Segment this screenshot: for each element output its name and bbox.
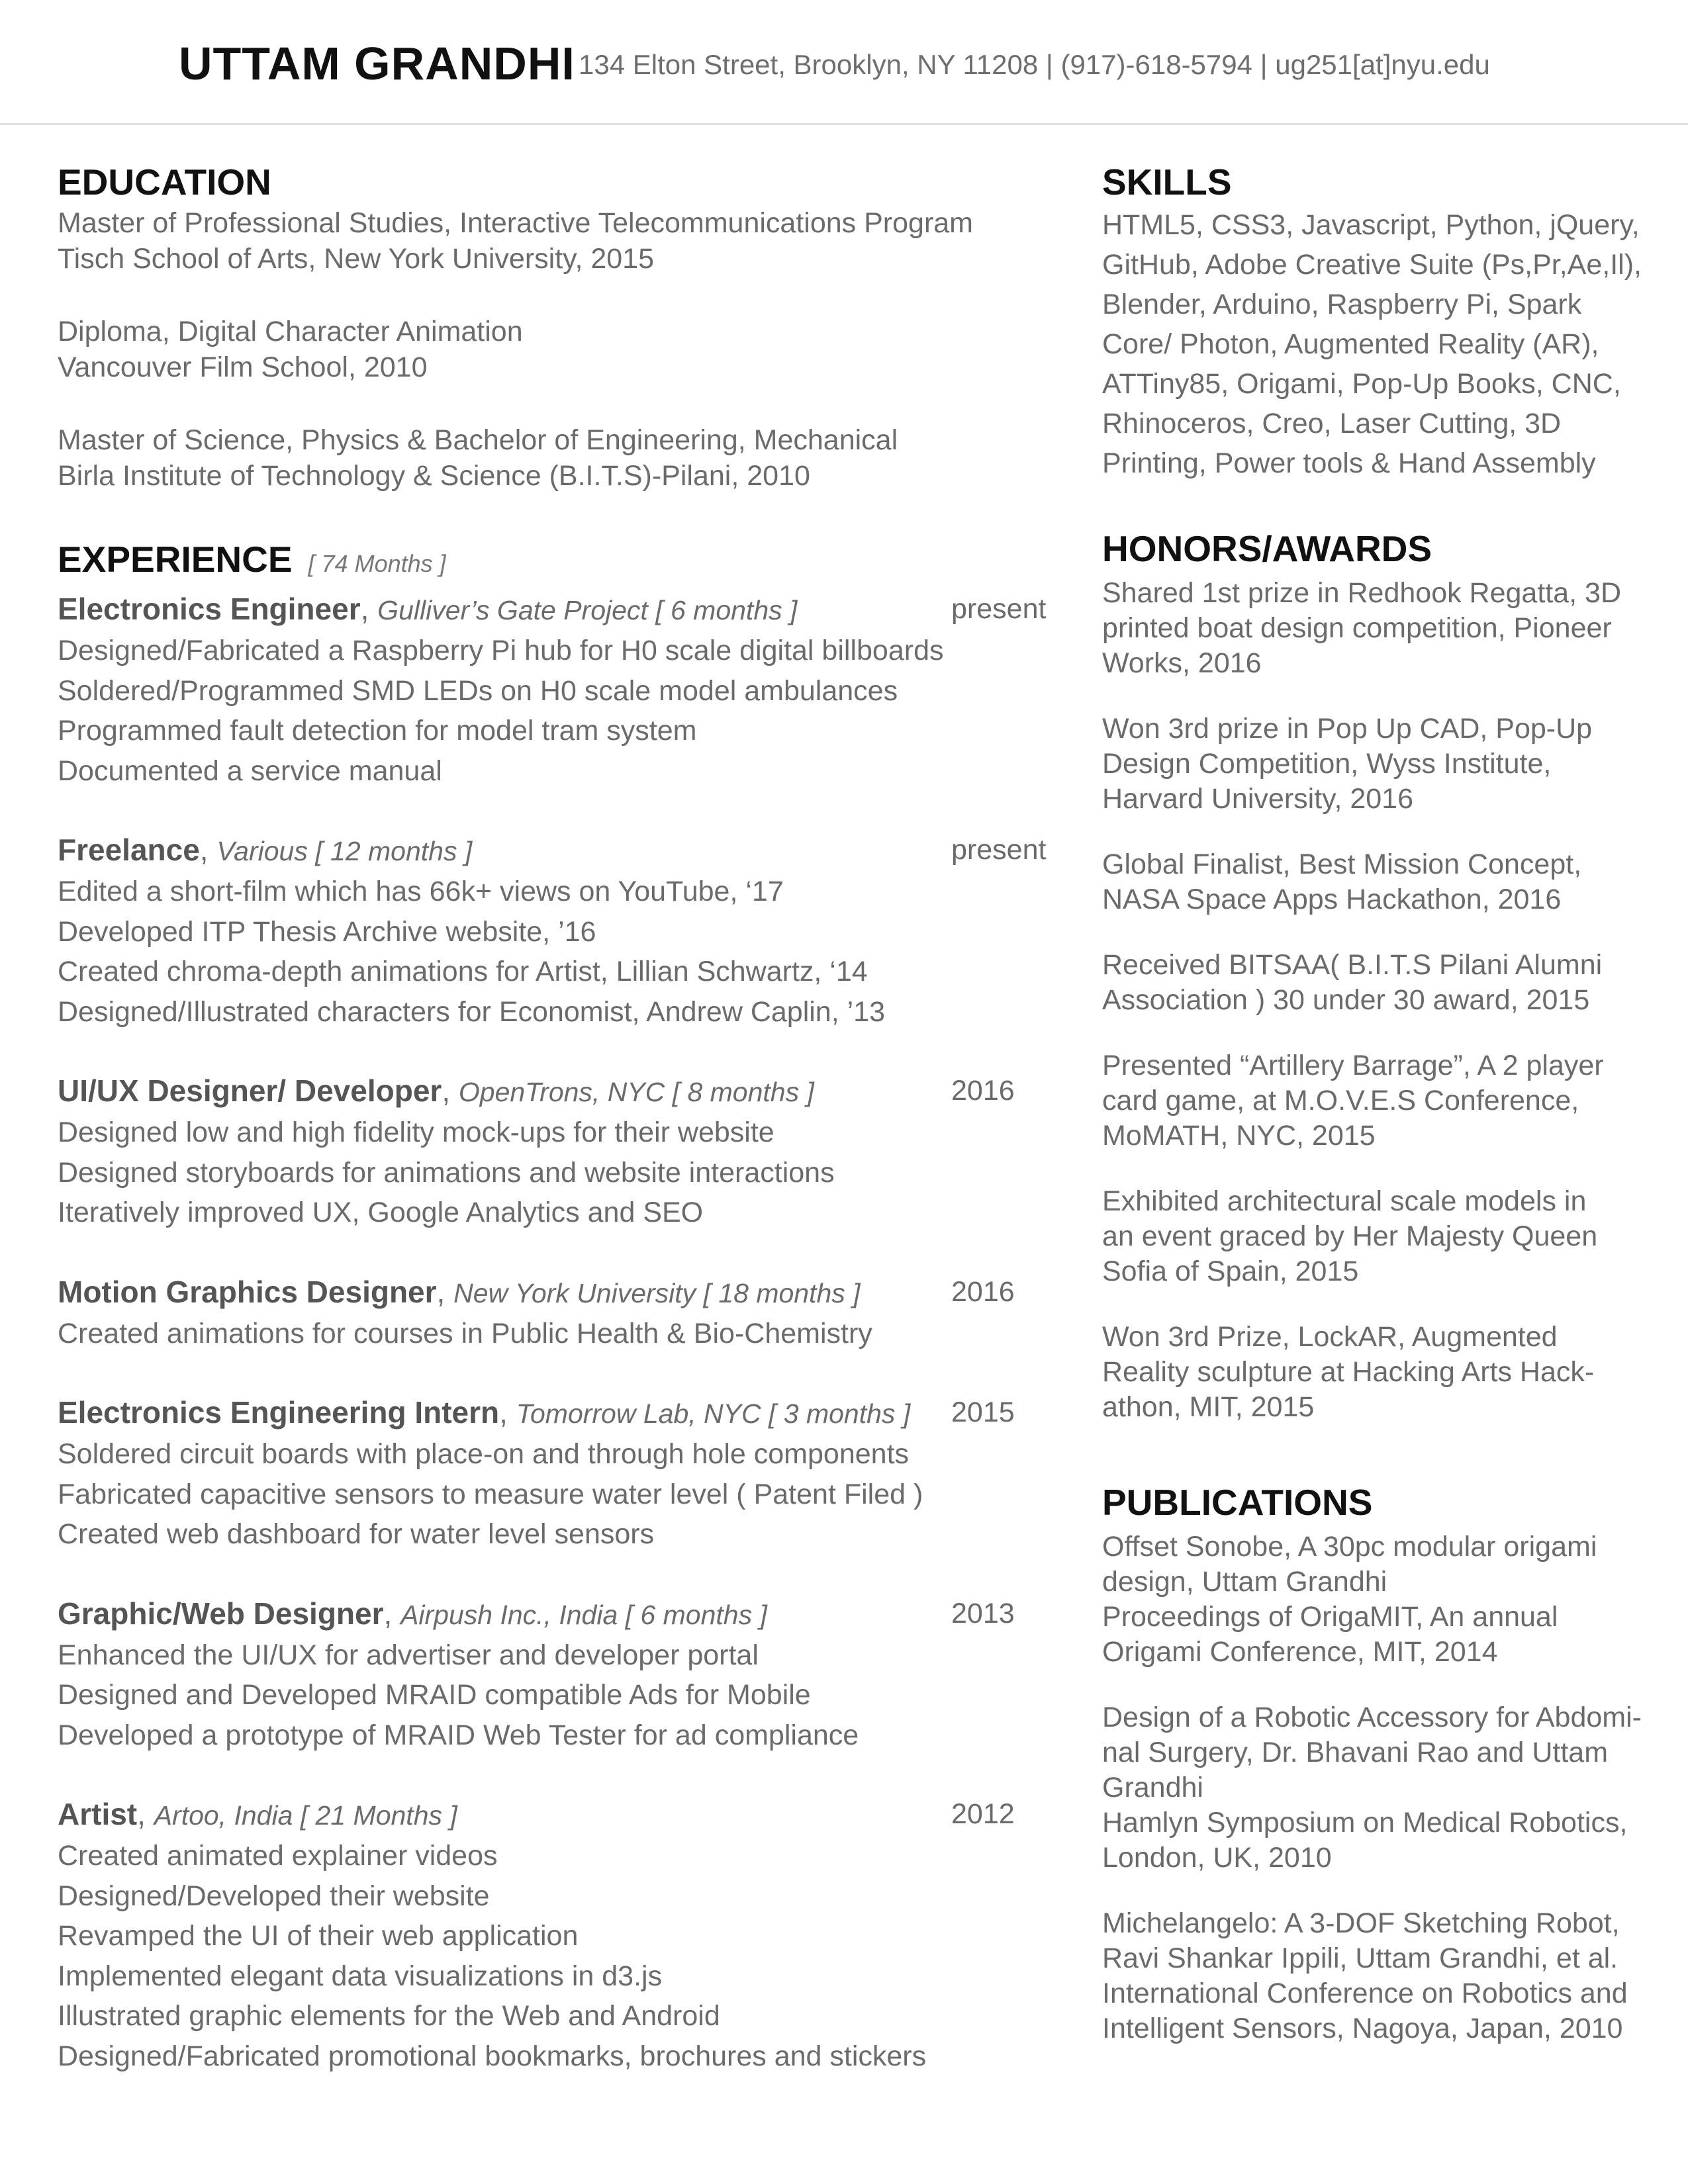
publications-list [1102, 1529, 1645, 2046]
experience-entry [58, 588, 1051, 791]
job-detail: Edited a short-film which has 66k+ views on YouTube, ‘17 [58, 876, 784, 907]
job-detail: Developed ITP Thesis Archive website, ’16 [58, 915, 596, 948]
job-date: 2012 [951, 1798, 1015, 1830]
job-separator: , [499, 1395, 516, 1430]
job-heading [58, 588, 1051, 631]
education-school: Tisch School of Arts, New York University, 2015 [58, 243, 655, 275]
skills-line: ATTiny85, Origami, Pop-Up Books, CNC, [1102, 368, 1621, 400]
skills-line: Printing, Power tools & Hand Assembly [1102, 447, 1596, 479]
job-detail: Created chroma-depth animations for Artist, Lillian Schwartz, ‘14 [58, 956, 868, 987]
job-detail: Designed and Developed MRAID compatible Ads for Mobile [58, 1679, 811, 1711]
award-item: Received BITSAA( B.I.T.S Pilani Alumni Association ) 30 under 30 award, 2015 [1102, 949, 1603, 1016]
education-degree: Master of Professional Studies, Interactive Telecommunications Program [58, 207, 973, 239]
job-title: Electronics Engineering Intern [58, 1395, 500, 1430]
job-organization: Artoo, India [ 21 Months ] [154, 1800, 457, 1831]
award-item: Presented “Artillery Barrage”, A 2 player card game, at M.O.V.E.S Conference, MoMATH, NYC, 2015 [1102, 1050, 1604, 1152]
job-detail: Revamped the UI of their web application [58, 1920, 579, 1952]
skills-line: HTML5, CSS3, Javascript, Python, jQuery, [1102, 209, 1640, 241]
job-title: Electronics Engineer [58, 592, 361, 626]
job-detail: Soldered/Programmed SMD LEDs on H0 scale model ambulances [58, 674, 898, 707]
job-date: 2016 [951, 1075, 1015, 1107]
job-detail: Developed a prototype of MRAID Web Tester for ad compliance [58, 1719, 859, 1751]
experience-entry [58, 1070, 1051, 1233]
education-entry [58, 314, 1051, 385]
candidate-name: UTTAM GRANDHI [179, 38, 575, 89]
education-degree: Diploma, Digital Character Animation [58, 316, 523, 347]
resume-header [0, 0, 1688, 125]
education-entry [58, 422, 1051, 494]
honors-list [1102, 576, 1645, 1425]
experience-entry [58, 1271, 1051, 1354]
job-detail: Created animated explainer videos [58, 1840, 498, 1872]
job-organization: Airpush Inc., India [ 6 months ] [400, 1599, 767, 1630]
job-separator: , [383, 1596, 401, 1631]
publication-item: Design of a Robotic Accessory for Abdomi- nal Surgery, Dr. Bhavani Rao and Uttam Grandhi Hamlyn Symposium on Medical Robotics, London, UK, 2010 [1102, 1702, 1642, 1874]
job-detail: Soldered circuit boards with place-on and through hole components [58, 1438, 910, 1470]
job-heading [58, 1392, 1051, 1434]
job-detail: Designed low and high fidelity mock-ups for their website [58, 1116, 774, 1148]
job-title: UI/UX Designer/ Developer [58, 1073, 442, 1108]
job-detail: Designed storyboards for animations and website interactions [58, 1156, 835, 1189]
experience-list [58, 588, 1051, 2076]
education-heading: EDUCATION [58, 161, 271, 203]
award-item: Shared 1st prize in Redhook Regatta, 3D printed boat design competition, Pioneer Works, 2016 [1102, 577, 1622, 679]
job-separator: , [360, 592, 378, 626]
job-heading [58, 1271, 1051, 1314]
job-detail: Documented a service manual [58, 754, 442, 787]
job-detail: Designed/Fabricated a Raspberry Pi hub for H0 scale digital billboards [58, 635, 944, 666]
job-detail: Implemented elegant data visualizations in d3.js [58, 1960, 663, 1992]
job-organization: Gulliver’s Gate Project [ 6 months ] [377, 595, 798, 625]
experience-entry [58, 1593, 1051, 1756]
skills-list [1102, 205, 1645, 483]
education-entry [58, 205, 1051, 277]
job-detail: Designed/Illustrated characters for Economist, Andrew Caplin, ’13 [58, 995, 886, 1028]
experience-heading [58, 536, 1051, 587]
award-item: Global Finalist, Best Mission Concept, NASA Space Apps Hackathon, 2016 [1102, 848, 1582, 915]
job-title: Graphic/Web Designer [58, 1596, 384, 1631]
job-heading [58, 1070, 1051, 1113]
skills-line: Core/ Photon, Augmented Reality (AR), [1102, 328, 1599, 360]
award-item: Exhibited architectural scale models in an event graced by Her Majesty Queen Sofia of Spain, 2015 [1102, 1185, 1598, 1287]
job-detail: Fabricated capacitive sensors to measure water level ( Patent Filed ) [58, 1478, 923, 1510]
job-organization: New York University [ 18 months ] [453, 1277, 861, 1308]
job-separator: , [137, 1797, 154, 1831]
skills-line: GitHub, Adobe Creative Suite (Ps,Pr,Ae,Il), [1102, 249, 1642, 281]
honors-heading: HONORS/AWARDS [1102, 528, 1432, 569]
education-degree: Master of Science, Physics & Bachelor of Engineering, Mechanical [58, 424, 898, 456]
skills-heading: SKILLS [1102, 161, 1232, 203]
job-title: Motion Graphics Designer [58, 1274, 437, 1309]
right-column [1102, 159, 1645, 2077]
education-school: Birla Institute of Technology & Science (B.I.T.S)-Pilani, 2010 [58, 460, 810, 492]
skills-line: Blender, Arduino, Raspberry Pi, Spark [1102, 289, 1582, 320]
job-date: present [951, 593, 1047, 625]
job-title: Artist [58, 1797, 138, 1831]
job-date: present [951, 834, 1047, 866]
skills-line: Rhinoceros, Creo, Laser Cutting, 3D [1102, 408, 1562, 439]
job-date: 2013 [951, 1597, 1015, 1629]
left-column [58, 159, 1051, 2076]
award-item: Won 3rd prize in Pop Up CAD, Pop-Up Design Competition, Wyss Institute, Harvard University, 2016 [1102, 713, 1593, 815]
experience-title: EXPERIENCE [58, 539, 293, 580]
experience-entry [58, 1794, 1051, 2076]
contact-info: 134 Elton Street, Brooklyn, NY 11208 | (917)-618-5794 | ug251[at]nyu.edu [579, 49, 1490, 80]
job-heading [58, 1593, 1051, 1635]
job-date: 2015 [951, 1396, 1015, 1428]
job-organization: Tomorrow Lab, NYC [ 3 months ] [516, 1398, 911, 1429]
publication-item: Offset Sonobe, A 30pc modular origami design, Uttam Grandhi Proceedings of OrigaMIT, An annual Origami Conference, MIT, 2014 [1102, 1531, 1597, 1668]
job-heading [58, 829, 1051, 872]
experience-entry [58, 829, 1051, 1032]
publication-item: Michelangelo: A 3-DOF Sketching Robot, Ravi Shankar Ippili, Uttam Grandhi, et al. International Conference on Robotics and Intelligent Sensors, Nagoya, Japan, 2010 [1102, 1907, 1628, 2044]
job-title: Freelance [58, 833, 200, 867]
job-organization: OpenTrons, NYC [ 8 months ] [458, 1077, 814, 1107]
job-separator: , [436, 1274, 454, 1309]
award-item: Won 3rd Prize, LockAR, Augmented Reality sculpture at Hacking Arts Hack- athon, MIT, 2015 [1102, 1321, 1595, 1423]
education-school: Vancouver Film School, 2010 [58, 351, 428, 383]
job-date: 2016 [951, 1275, 1015, 1308]
job-detail: Enhanced the UI/UX for advertiser and developer portal [58, 1639, 759, 1671]
job-detail: Created web dashboard for water level sensors [58, 1518, 655, 1550]
job-separator: , [442, 1073, 459, 1108]
job-heading [58, 1794, 1051, 1836]
job-detail: Designed/Fabricated promotional bookmarks, brochures and stickers [58, 2040, 927, 2072]
job-detail: Iteratively improved UX, Google Analytics and SEO [58, 1197, 704, 1228]
experience-entry [58, 1392, 1051, 1555]
job-separator: , [199, 833, 217, 867]
job-detail: Designed/Developed their website [58, 1880, 490, 1912]
job-detail: Programmed fault detection for model tram system [58, 715, 697, 747]
experience-total-months: [ 74 Months ] [308, 550, 446, 577]
job-detail: Illustrated graphic elements for the Web and Android [58, 2000, 720, 2032]
job-organization: Various [ 12 months ] [216, 836, 473, 866]
job-detail: Created animations for courses in Public Health & Bio-Chemistry [58, 1317, 872, 1349]
publications-heading: PUBLICATIONS [1102, 1482, 1373, 1523]
